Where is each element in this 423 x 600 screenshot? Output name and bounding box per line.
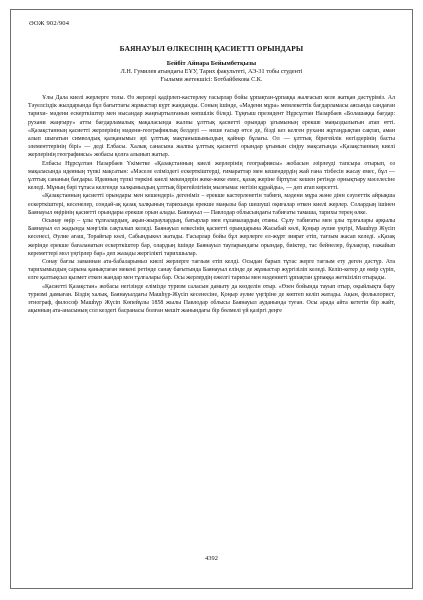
- udc-code: ӘОЖ 902/904: [29, 20, 70, 27]
- paragraph: Ұлы Дала киелі жерлерге толы. Өз жерлері қадірлеп-кастерлеу ғасырлар бойы ұрпақтан-ұрпаққа жалғасып келе жатқан дәстүріміз. Ал Тәуелсіздік жылдарында бұл бағыттағы жұмыстар күрт жанданды. Соның ішінде, «Мәдени мұра» мемлекеттік бағдарламасы аясында сандаған тарихи- мәдени ескерткіштер мен нысандар жаңғыртылғанын көпшілік біледі. Тұңғыш президент Нұрсұлтан Назарбаев «Болашаққа бағдар: рухани жаңғыру» атты бағдарламалық мақаласында жалпы ұлттық қасиетті орындар ұғымының ерекше маңыздылығын атап өтті. «Қазақстанның қасиетті жерлерінің мәдени-географиялық белдеуі — нешe ғасыр өтсе де, бізді кез келген рухани жұтаңдықтан сақтап, аман алып шығатын символдық қалқанымыз әрі ұлттық мақтанышымыздың қайнар бұлағы. Ол — ұлттық бірегейлік негіздерінің басты элементтерінің бірі» — деді Елбасы. Халық санасына жалпы ұлттық қасиетті орындар ұғымын сіңіру мақсатында «Қазақстанның киелі жерлерінің географиясы» жобасы қолға алынып жатыр.: [28, 95, 395, 159]
- scientific-supervisor: Ғылыми жетекшісі: Ботбайбекова С.К.: [160, 76, 263, 83]
- document-page: [10, 9, 413, 589]
- article-body: [28, 94, 395, 540]
- paragraph: «Қазақстанның қасиетті орындары мен кешендері» дегеніміз – ерекше кастерленетін табиғи, мәдени мұра және дінн сәулеттік айрықша ескерткіштері, кесенелер, сондай-ақ қазақ халқының тарихында ерекше маңызы бар шешуші оқиғалар өткен киелі жерлер. Солардың ішінен Баянауыл өңірінің қасиетті орындары ерекше орын алады. Баянауыл — Павлодар облысындағы табиғаты тамаша, тарихы терең өлке.: [28, 193, 395, 216]
- page-number: 4392: [205, 555, 218, 562]
- article-title: БАЯНАУЫЛ ӨЛКЕСІНІҢ ҚАСИЕТТІ ОРЫНДАРЫ: [119, 44, 304, 53]
- author-name: Бейбіт Айнара Бейымбетқызы: [166, 60, 257, 67]
- paragraph: «Қасиетті Қазақстан» жобасы негізінде елімізде туризм саласын дамыту да көзделін отыр. «Өзен бойында тауып отыр, оқыйлықта бару туризмі дамыған. Біздің халық, Баянауылдағы Машһүр-Жүсіп кесенесіне, Қоңыр әулие үңгіріне де көптеп келіп жатады. Ақын, фольклорист, этнограф, философ Машһүр Жүсіп Көпейұлы 1858 жылы Павлодар облысы Баянауыл ауданында туған. Осы арада айта кететін бір жайт, ақынның ата-анасының сол кездегі басpанасы болған мешіт жанындағы бір бөлмелі үй қазіргі деңге: [28, 283, 395, 315]
- paragraph: Сонау бағзы заманнан ата-бабаларымыз киелі жерлерге тағзым етіп келді. Осыдан барып тұтас жерге тағзым ету деген дәстүр. Ата тарихымыздың сарына қанықтаған мекені ретінде санау бағытында Баянауыл елінде де жұмыстар жүргізіліп келеді. Келіп-кетер де өмір сүріп, елге қалтықсыз қызмет еткен жандар мен тұлғалары бар. Осы жерлердің ежелгі тарихы мен мәдениеті ұрпақтан ұрпаққа жеткізіліп отырады.: [28, 259, 395, 282]
- paragraph: Елбасы Нұрсұлтан Назарбаев Үкіметке «Қазақстанның киелі жерлерінің географиясы» жобасын әзірлеуді тапсыра отырып, оз мақаласында идеяның түпкі мақсатын: «Мәселе еліміздегі ескерткіштерді, ғимараттар мен кешендердің жай ғана тізбесін жасау емес, бұл — ұлттық сананың бағдары. Идеяның түпкі төркіні киелі мекендерін жеке-жеке емес, қазақ жеріне біртұтас кешен ретінде орнықтыру мәселесіне келеді. Мұның бәрі тұтаса келгенде халқымыздың ұлттық бірегейлігінің мызғымас негізін құрайды», — деп атап көрсетті.: [28, 160, 395, 192]
- paragraph: Осынау өңір – ұлы тұлғалардың, ақын-жыраулардың, батырлар мен ғұламалардың отаны. Сұлу табиғаты мен ұлы тұлғалары арқылы Баянауыл ел жадында мәңгілік сақталып келеді. Баянауыл өлкесінің қасиетті орындарына Жасыбай көлі, Қоңыр әулие үңгірі, Машһүр Жүсіп кесенесі, Әулие ағаш, Торайғыр көлі, Сабындыкөл жатады. Ғасырлар бойы бұл жерлерге ел-жұрт зиярат етіп, тағзым жасап келеді. «Қазақ жерінде ерекше бағаланатын ескерткіштер бар, олардың ішінде Баянауыл тауларындағы орындар, биіктер, тас бейнелер, бұлақтар, ғажайып кереметтері мол үңгірлер бар» деп жазады жергілікті тарихшылар.: [28, 218, 395, 257]
- author-affiliation: Л.Н. Гумилев атындағы ЕҰУ, Тарих факультеті, АЭ-31 тобы студенті: [120, 68, 303, 75]
